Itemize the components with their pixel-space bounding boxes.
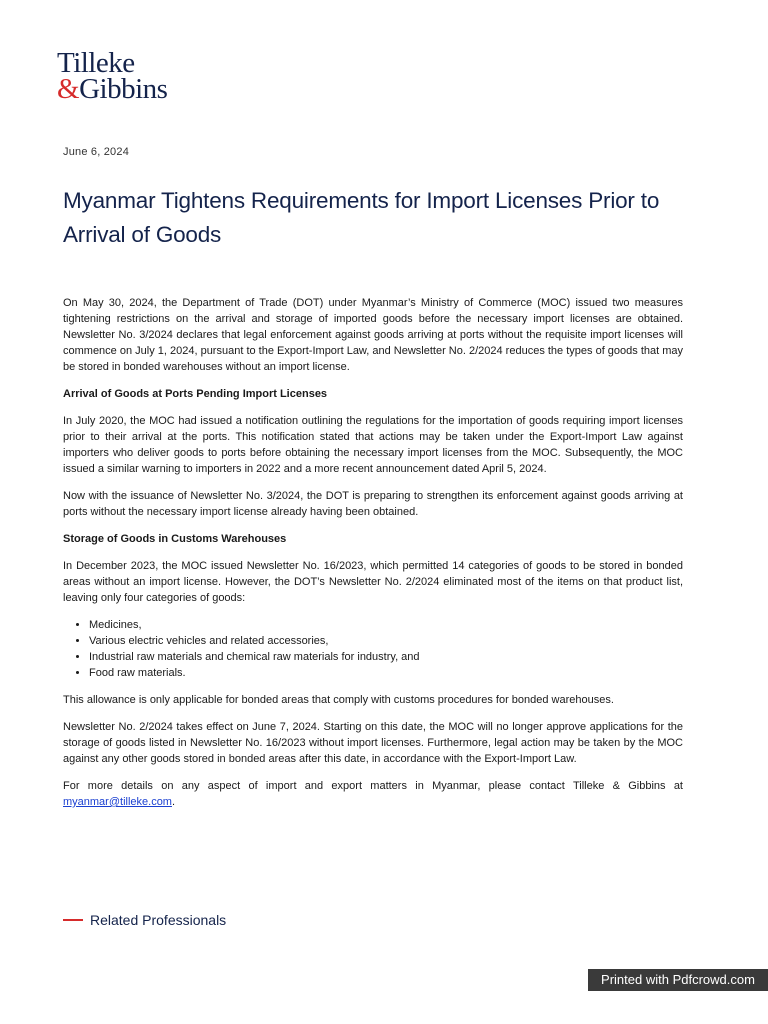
- list-item: • Industrial raw materials and chemical raw materials for industry, and: [89, 649, 683, 665]
- contact-email-link[interactable]: myanmar@tilleke.com: [63, 796, 172, 808]
- paragraph-arrival-enforcement: Now with the issuance of Newsletter No. 3/2024, the DOT is preparing to strengthen its enforcement against goods arriving at ports without the necessary import license already having been obtained.: [63, 490, 683, 518]
- logo-line-2-text: Gibbins: [79, 73, 168, 105]
- contact-period: .: [171, 796, 176, 808]
- article-title: Myanmar Tightens Requirements for Import Licenses Prior to Arrival of Goods: [63, 188, 660, 247]
- list-item: • Medicines,: [89, 617, 683, 633]
- logo-ampersand: &: [57, 73, 80, 105]
- paragraph-storage-intro: In December 2023, the MOC issued Newsletter No. 16/2023, which permitted 14 categories of goods to be stored in bonded areas without an import license. However, the DOT’s Newsletter No. 2/2024 eliminated most of the items on that product list, leaving only four categories of goods:: [63, 560, 683, 604]
- paragraph-allowance: This allowance is only applicable for bonded areas that comply with customs procedures for bonded warehouses.: [63, 694, 614, 706]
- paragraph-effective-date: Newsletter No. 2/2024 takes effect on June 7, 2024. Starting on this date, the MOC will no longer approve applications for the storage of goods listed in Newsletter No. 16/2023 without import licenses. Furthermore, legal action may be taken by the MOC against any other goods stored in bonded areas after this date, in accordance with the Export-Import Law.: [63, 721, 683, 765]
- paragraph-arrival-history: In July 2020, the MOC had issued a notification outlining the regulations for the importation of goods requiring import licenses prior to their arrival at the ports. This notification stated that actions may be taken under the Export-Import Law against importers who deliver goods to ports before obtaining the necessary import licenses from the MOC. Subsequently, the MOC issued a similar warning to importers in 2022 and a more recent announcement dated April 5, 2024.: [63, 415, 683, 475]
- related-professionals-heading: [63, 912, 226, 928]
- article-body: [63, 295, 683, 821]
- logo-line-1: Tilleke: [57, 47, 135, 79]
- article-date: June 6, 2024: [63, 146, 130, 158]
- contact-text: For more details on any aspect of import and export matters in Myanmar, please contact Tilleke & Gibbins at: [63, 780, 683, 792]
- goods-category-list: [63, 617, 683, 681]
- list-item: • Various electric vehicles and related accessories,: [89, 633, 683, 649]
- section-heading-arrival: Arrival of Goods at Ports Pending Import Licenses: [63, 388, 328, 400]
- red-dash-accent: [63, 919, 83, 921]
- list-item: • Food raw materials.: [89, 665, 683, 681]
- tilleke-gibbins-logo: [57, 47, 168, 105]
- paragraph-contact: [63, 778, 683, 810]
- section-heading-storage: Storage of Goods in Customs Warehouses: [63, 533, 287, 545]
- related-professionals-label: Related Professionals: [90, 912, 227, 928]
- pdfcrowd-badge[interactable]: Printed with Pdfcrowd.com: [588, 969, 768, 991]
- logo-line-2: [57, 73, 168, 105]
- paragraph-intro: On May 30, 2024, the Department of Trade (DOT) under Myanmar’s Ministry of Commerce (MOC) issued two measures tightening restrictions on the arrival and storage of imported goods before the necessary import licenses are obtained. Newsletter No. 3/2024 declares that legal enforcement against goods arriving at ports without the requisite import licenses will commence on July 1, 2024, pursuant to the Export-Import Law, and Newsletter No. 2/2024 reduces the types of goods that may be stored in bonded warehouses without an import license.: [63, 297, 684, 373]
